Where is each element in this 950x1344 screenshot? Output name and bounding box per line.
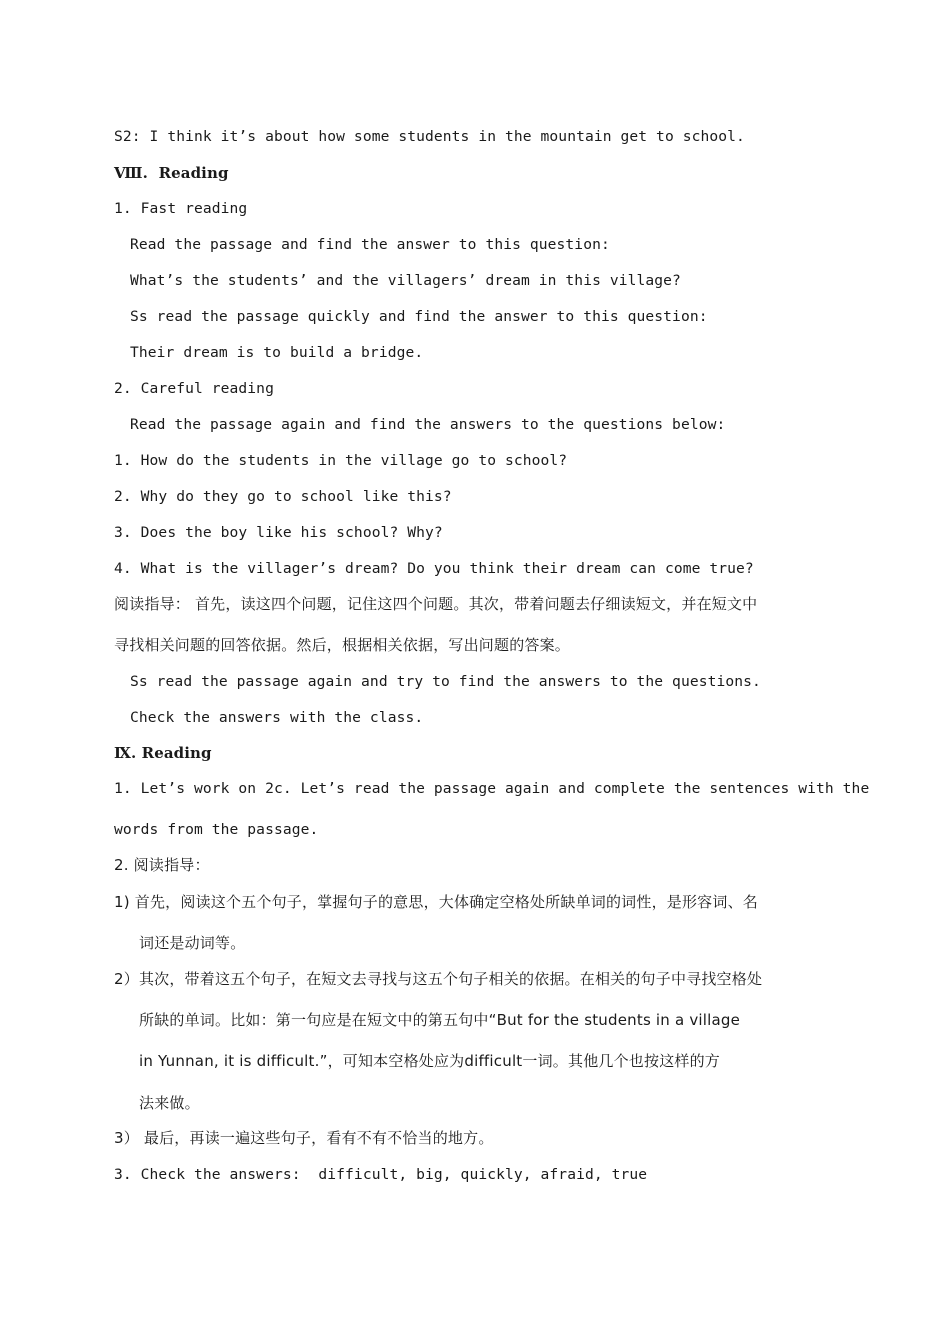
- answer-check-line: 3. Check the answers: difficult, big, quickly, afraid, true: [114, 1166, 648, 1183]
- answer-line: Their dream is to build a bridge.: [130, 344, 424, 361]
- section-heading-viii: Ⅷ. Reading: [114, 164, 229, 182]
- step-fast-reading: 1. Fast reading: [114, 200, 248, 217]
- activity-line: Check the answers with the class.: [130, 709, 424, 726]
- reading-guide-text: 阅读指导： 首先，读这四个问题，记住这四个问题。其次，带着问题去仔细读短文，并在短文中: [114, 595, 758, 613]
- dialogue-line-s2: S2: I think it’s about how some students in the mountain get to school.: [114, 128, 745, 145]
- activity-line: Ss read the passage quickly and find the answer to this question:: [130, 308, 708, 325]
- guide-step-1: 1) 首先，阅读这个五个句子，掌握句子的意思，大体确定空格处所缺单词的词性，是形容词、名: [114, 893, 758, 911]
- guide-step-2-cont: 所缺的单词。比如：第一句应是在短文中的第五句中“But for the students in a village: [139, 1011, 741, 1029]
- guide-step-3: 3） 最后，再读一遍这些句子，看有不有不恰当的地方。: [114, 1129, 494, 1147]
- step-careful-reading: 2. Careful reading: [114, 380, 274, 397]
- question-item-4: 4. What is the villager’s dream? Do you think their dream can come true?: [114, 560, 754, 577]
- guide-step-2-cont: in Yunnan, it is difficult.”，可知本空格处应为difficult一词。其他几个也按这样的方: [139, 1052, 720, 1070]
- task-line-1-cont: words from the passage.: [114, 821, 319, 838]
- reading-guide-text: 寻找相关问题的回答依据。然后，根据相关依据，写出问题的答案。: [114, 636, 571, 654]
- guide-step-1-cont: 词还是动词等。: [139, 934, 246, 952]
- activity-line: Ss read the passage again and try to find the answers to the questions.: [130, 673, 761, 690]
- question-line: What’s the students’ and the villagers’ dream in this village?: [130, 272, 681, 289]
- question-item-2: 2. Why do they go to school like this?: [114, 488, 452, 505]
- section-heading-ix: Ⅸ. Reading: [114, 744, 212, 762]
- instruction-line: Read the passage and find the answer to this question:: [130, 236, 610, 253]
- reading-guide-heading: 2. 阅读指导：: [114, 856, 210, 874]
- guide-step-2-cont: 法来做。: [139, 1094, 200, 1112]
- task-line-1: 1. Let’s work on 2c. Let’s read the passage again and complete the sentences with the: [114, 780, 870, 797]
- question-item-1: 1. How do the students in the village go to school?: [114, 452, 568, 469]
- question-item-3: 3. Does the boy like his school? Why?: [114, 524, 443, 541]
- instruction-line: Read the passage again and find the answers to the questions below:: [130, 416, 726, 433]
- guide-step-2: 2）其次，带着这五个句子，在短文去寻找与这五个句子相关的依据。在相关的句子中寻找空格处: [114, 970, 763, 988]
